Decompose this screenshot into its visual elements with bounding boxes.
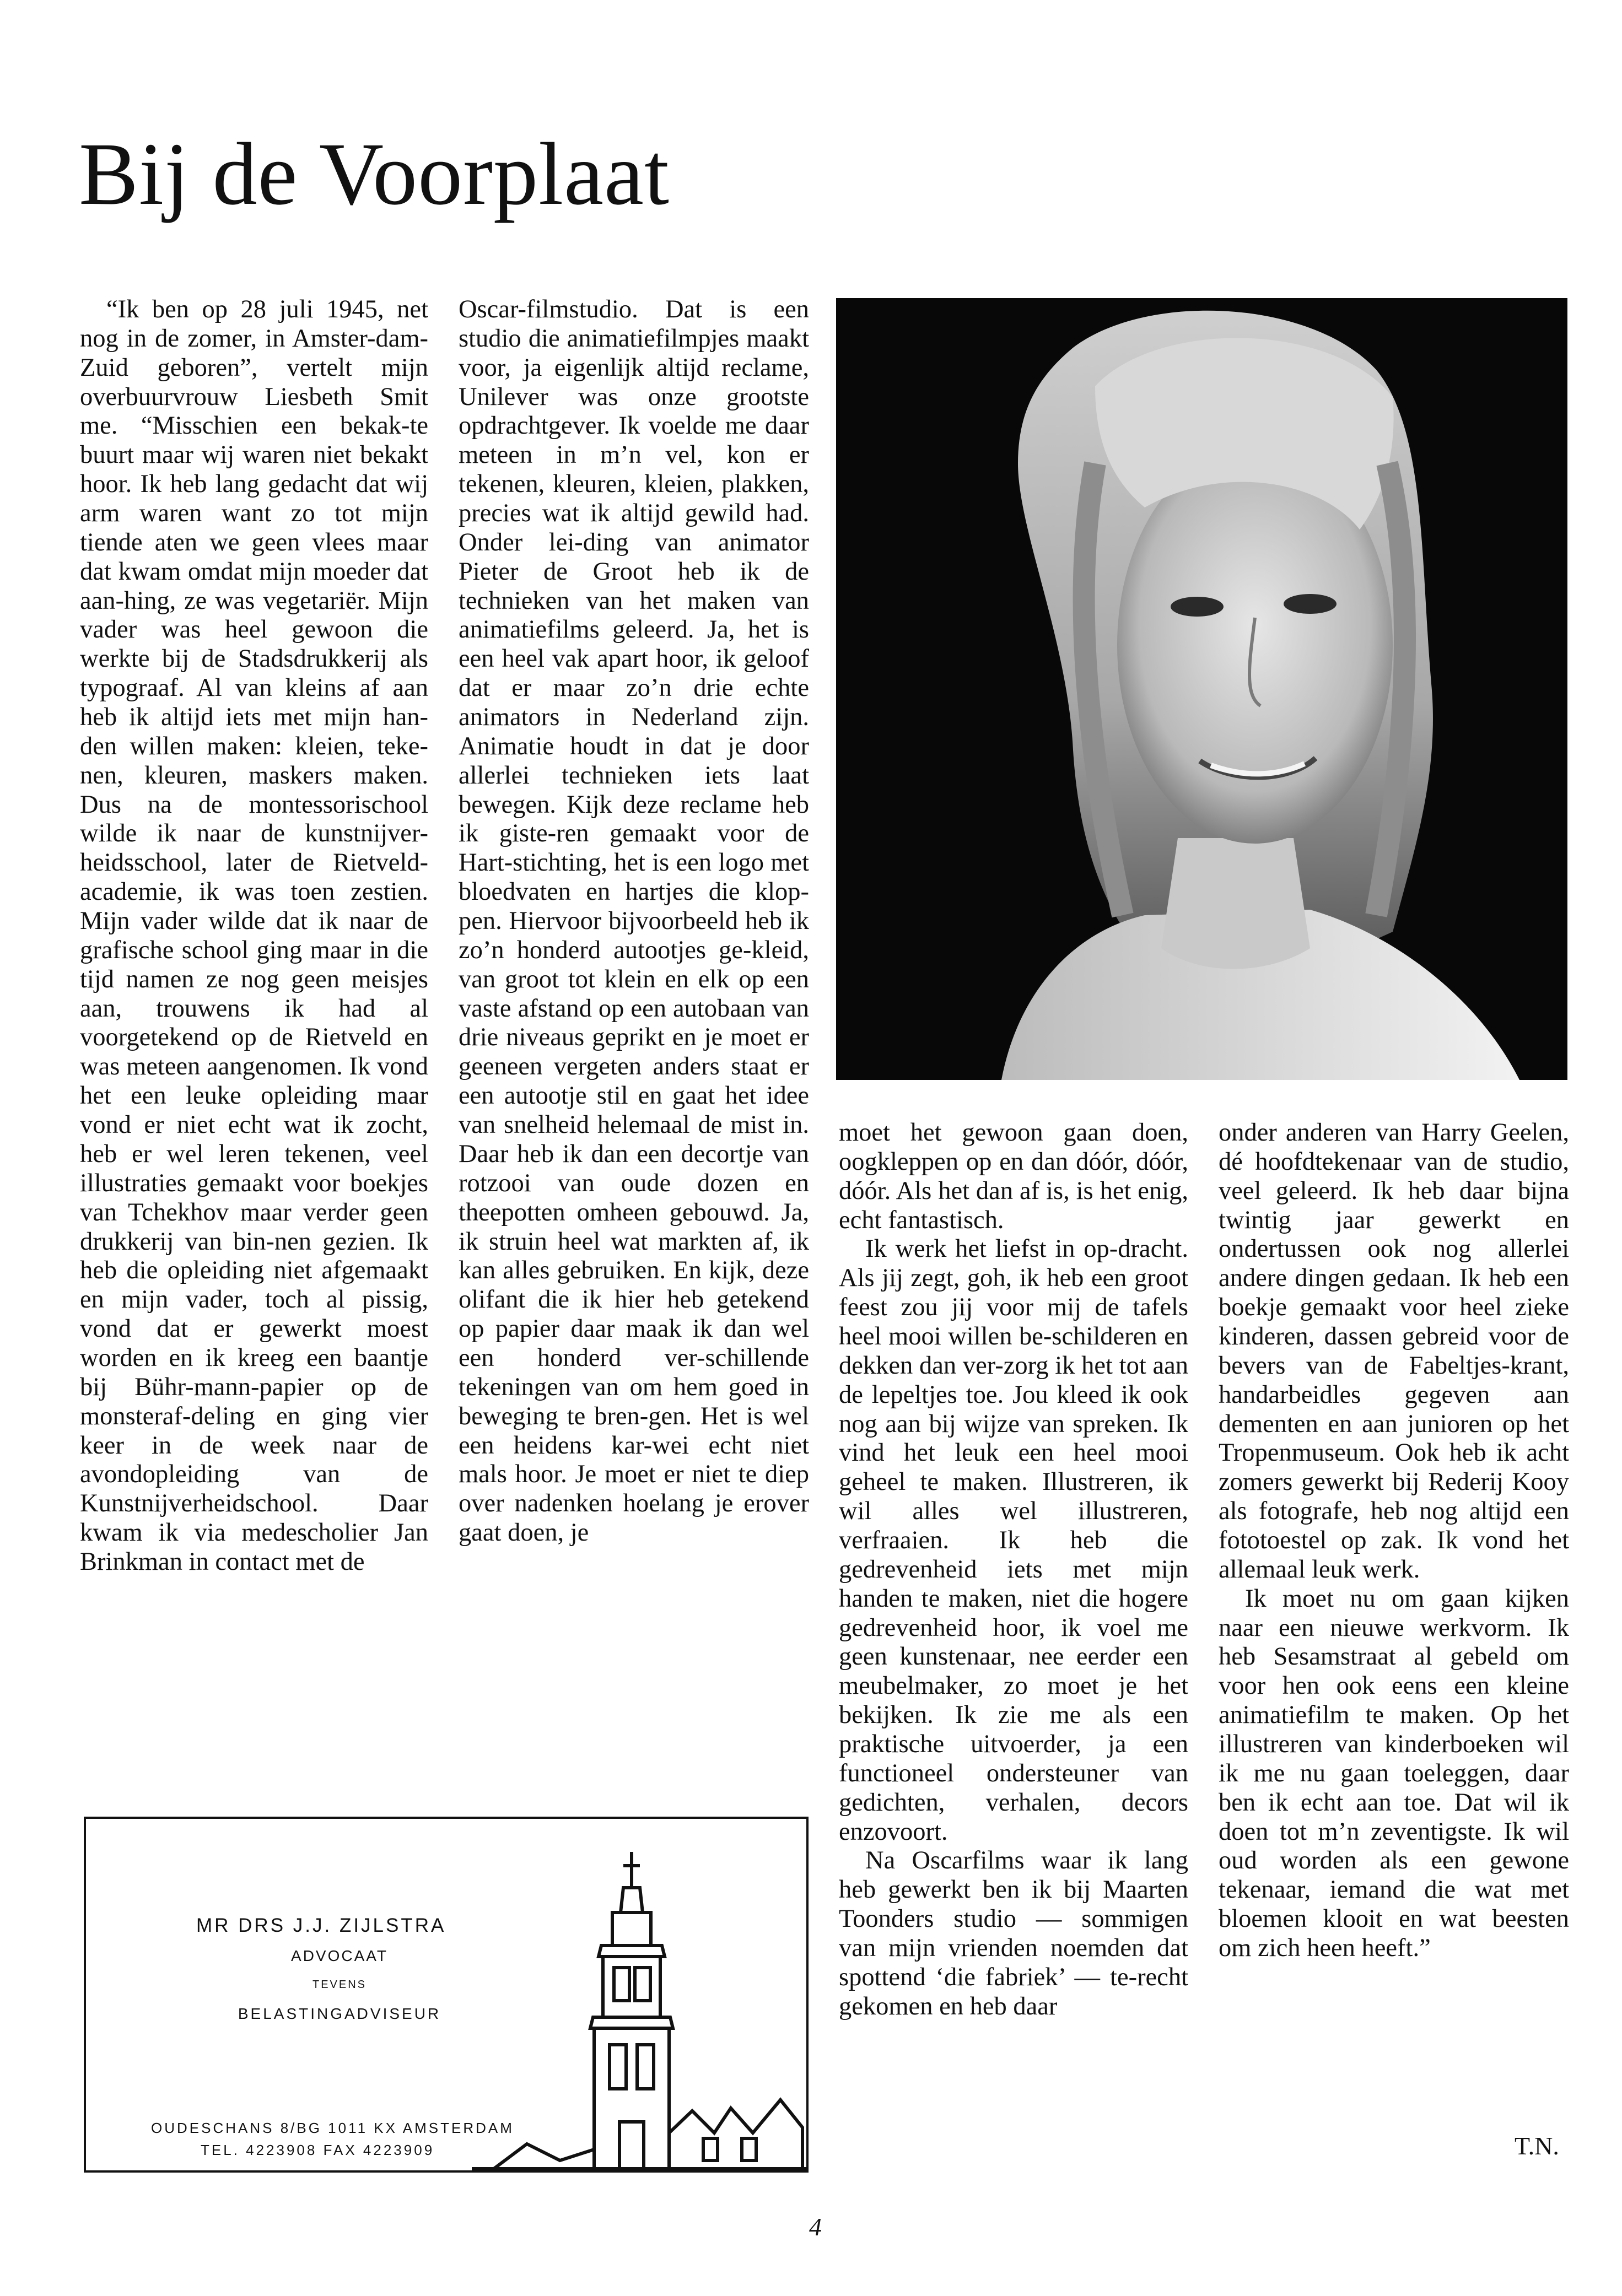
article-column-4 [1219, 1119, 1569, 1963]
church-tower-icon [472, 1835, 808, 2171]
author-signature: T.N. [1515, 2132, 1559, 2160]
portrait-photo [836, 298, 1567, 1080]
paragraph: Oscar-filmstudio. Dat is een studio die animatiefilmpjes maakt voor, ja eigenlijk altijd reclame, Unilever was onze grootste opdrachtgever. Ik voelde me daar meteen in m’n vel, kon er tekenen, kleuren, kleien, plakken, precies wat ik altijd gewild had. Onder lei-ding van animator Pieter de Groot heb ik de technieken van het maken van animatiefilms geleerd. Ja, het is een heel vak apart hoor, ik geloof dat er maar zo’n drie echte animators in Nederland zijn. Animatie houdt in dat je door allerlei technieken iets laat bewegen. Kijk deze reclame heb ik giste-ren gemaakt voor de Hart-stichting, het is een logo met bloedvaten en hartjes die klop-pen. Hiervoor bijvoorbeeld heb ik zo’n honderd autootjes ge-kleid, van groot tot klein en elk op een vaste afstand op een autobaan van drie niveaus geprikt en je moet er geeneen vergeten anders staat er een autootje stil en gaat het idee van snelheid helemaal de mist in. Daar heb ik dan een decortje van rotzooi van oude dozen en theepotten omheen gebouwd. Ja, ik struin heel wat markten af, ik kan alles gebruiken. En kijk, deze olifant die ik hier heb getekend op papier daar maak ik dan wel een honderd ver-schillende tekeningen van om hem goed in beweging te bren-gen. Het is wel een heidens kar-wei echt niet mals hoor. Je moet er niet te diep over nadenken hoelang je erover gaat doen, je [459, 295, 809, 1547]
page-number: 4 [809, 2213, 822, 2241]
paragraph: Ik werk het liefst in op-dracht. Als jij zegt, goh, ik heb een groot feest zou jij voor mij de tafels heel mooi willen be-schilderen en dekken dan ver-zorg ik het tot aan de lepeltjes toe. Jou kleed ik ook nog aan bij wijze van spreken. Ik vind het leuk een heel mooi geheel te maken. Illustreren, ik wil alles wel illustreren, verfraaien. Ik heb die gedrevenheid iets met mijn handen te maken, niet die hogere gedrevenheid hoor, ik voel me geen kunstenaar, nee eerder een meubelmaker, zo moet je het bekijken. Ik zie me als een praktische uitvoerder, ja een functioneel ondersteuner van gedichten, verhalen, decors enzovoort. [839, 1235, 1188, 1846]
paragraph: onder anderen van Harry Geelen, dé hoofdtekenaar van de studio, veel geleerd. Ik heb daar bijna twintig jaar gewerkt en ondertussen ook nog allerlei andere dingen gedaan. Ik heb een boekje gemaakt voor heel zieke kinderen, dassen gebreid voor de bevers van de Fabeltjes-krant, handarbeidles gegeven aan dementen en aan junioren op het Tropenmuseum. Ook heb ik acht zomers gewerkt bij Rederij Kooy als fotografe, heb nog altijd een fototoestel op zak. Ik vond het allemaal leuk werk. [1219, 1119, 1569, 1584]
advertisement [84, 1817, 809, 2173]
advert-tevens: TEVENS [312, 1979, 367, 1991]
advert-name: MR DRS J.J. ZIJLSTRA [196, 1915, 446, 1936]
page-title: Bij de Voorplaat [79, 125, 670, 224]
paragraph: “Ik ben op 28 juli 1945, net nog in de zomer, in Amster-dam-Zuid geboren”, vertelt mijn overbuurvrouw Liesbeth Smit me. “Misschien een bekak-te buurt maar wij waren niet bekakt hoor. Ik heb lang gedacht dat wij arm waren want zo tot mijn tiende aten we geen vlees maar dat kwam omdat mijn moeder dat aan-hing, ze was vegetariër. Mijn vader was heel gewoon die werkte bij de Stadsdrukkerij als typograaf. Al van kleins af aan heb ik altijd iets met mijn han-den willen maken: kleien, teke-nen, kleuren, maskers maken. Dus na de montessorischool wilde ik naar de kunstnijver-heidsschool, later de Rietveld-academie, ik was toen zestien. Mijn vader wilde dat ik naar de grafische school ging maar in die tijd namen ze nog geen meisjes aan, trouwens ik had al voorgetekend op de Rietveld en was meteen aangenomen. Ik vond het een leuke opleiding maar vond er niet echt wat ik zocht, heb er wel leren tekenen, veel illustraties gemaakt voor boekjes van Tchekhov maar verder geen drukkerij van bin-nen gezien. Ik heb die opleiding niet afgemaakt en mijn vader, toch al pissig, vond dat er gewerkt moest worden en ik kreeg een baantje bij Bühr-mann-papier op de monsteraf-deling en ging vier keer in de week naar de avondopleiding van de Kunstnijverheidschool. Daar kwam ik via medescholier Jan Brinkman in contact met de [80, 295, 428, 1576]
paragraph: Ik moet nu om gaan kijken naar een nieuwe werkvorm. Ik heb Sesamstraat al gebeld om voor hen ook eens een kleine animatiefilm te maken. Op het illustreren van kinderboeken wil ik me nu gaan toeleggen, daar ben ik echt aan toe. Dat wil ik doen tot m’n zeventigste. Ik wil oud worden als een gewone tekenaar, iemand die wat met bloemen klooit en wat beesten om zich heen heeft.” [1219, 1584, 1569, 1963]
advert-profession: ADVOCAAT [291, 1947, 388, 1964]
article-column-3 [839, 1119, 1188, 2022]
advert-address: OUDESCHANS 8/BG 1011 KX AMSTERDAM [151, 2120, 514, 2136]
paragraph: moet het gewoon gaan doen, oogkleppen op en dan dóór, dóór, dóór. Als het dan af is, is het enig, echt fantastisch. [839, 1119, 1188, 1234]
advert-profession-2: BELASTINGADVISEUR [238, 2005, 441, 2022]
paragraph: Na Oscarfilms waar ik lang heb gewerkt ben ik bij Maarten Toonders studio — sommigen van mijn vrienden noemden dat spottend ‘die fabriek’ — te-recht gekomen en heb daar [839, 1846, 1188, 2021]
portrait-photo-icon [836, 298, 1567, 1080]
article-column-2 [459, 295, 809, 1548]
article-column-1 [80, 295, 428, 1577]
advert-phone: TEL. 4223908 FAX 4223909 [201, 2142, 435, 2158]
